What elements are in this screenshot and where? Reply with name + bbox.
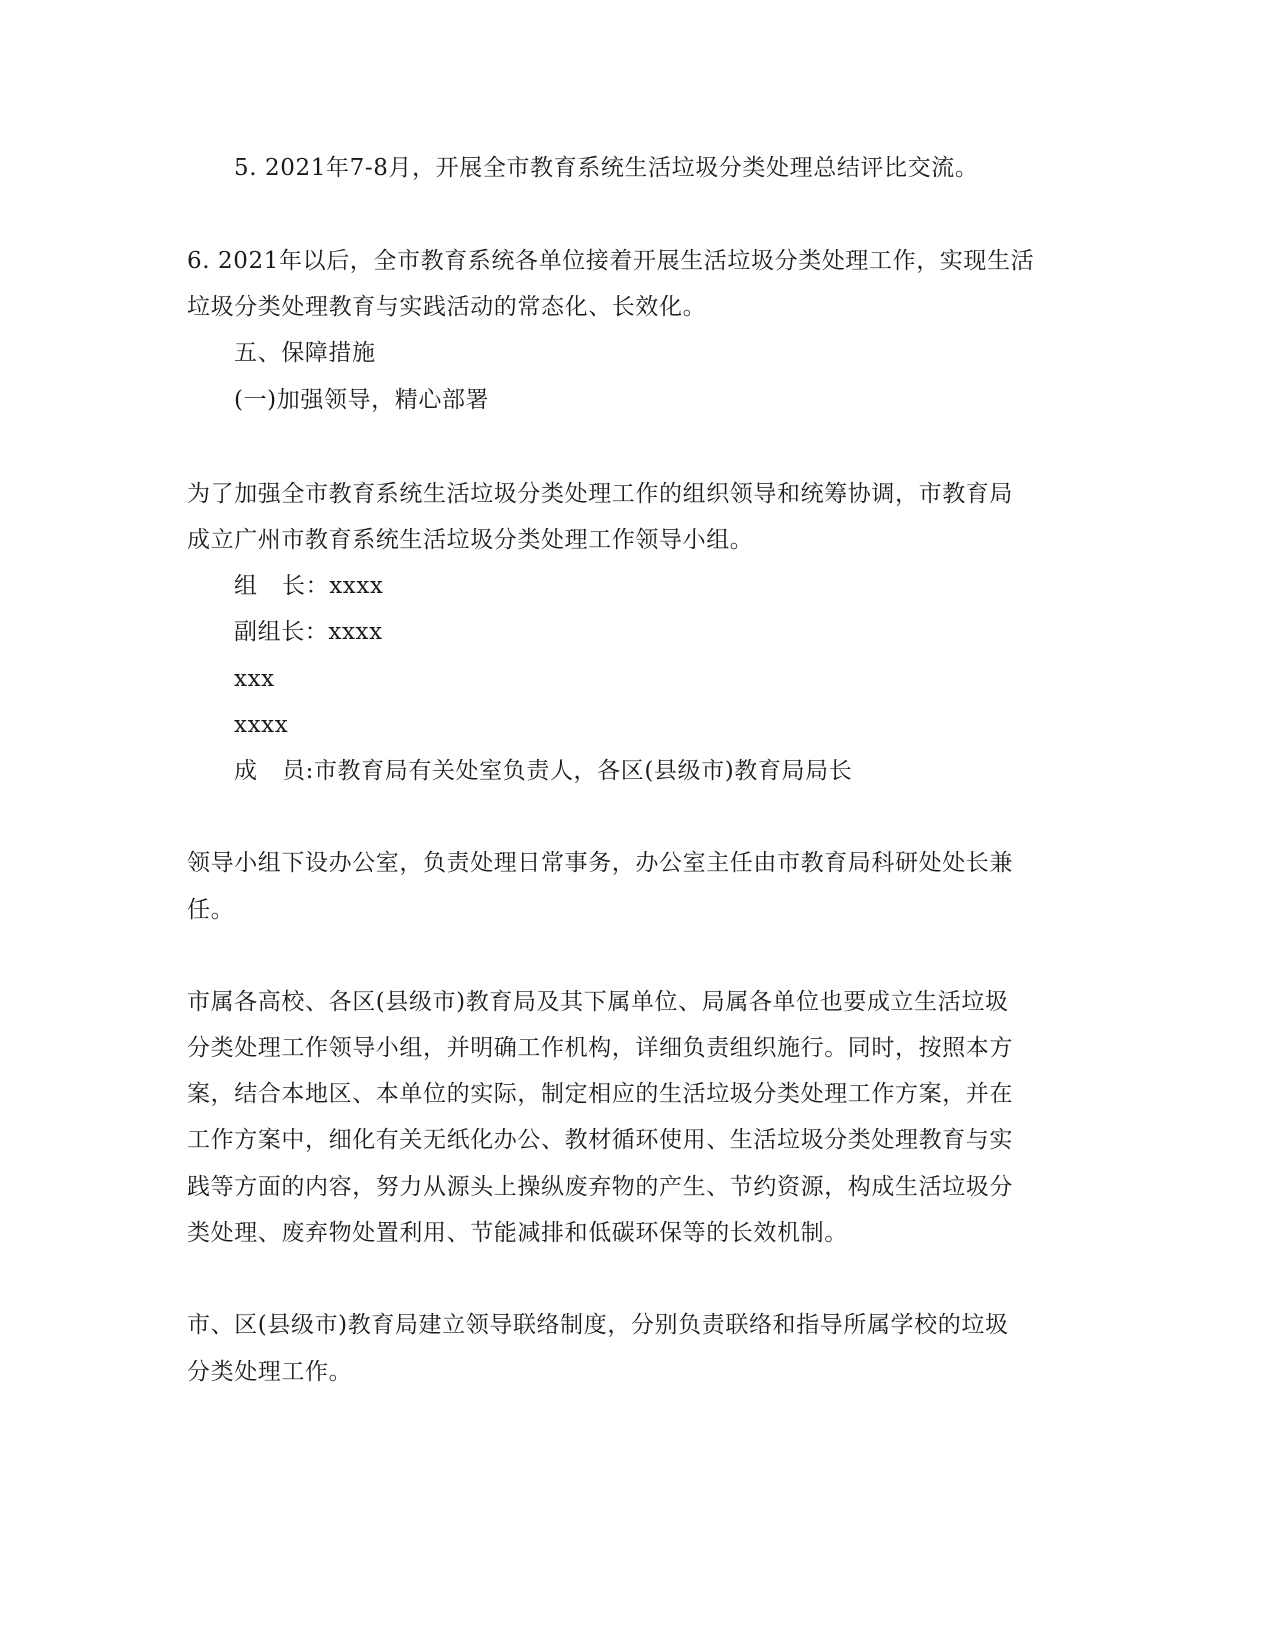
paragraph-item-5: 5. 2021年7-8月，开展全市教育系统生活垃圾分类处理总结评比交流。 xyxy=(234,155,979,181)
paragraph-units-line-2: 分类处理工作领导小组，并明确工作机构，详细负责组织施行。同时，按照本方 xyxy=(187,1035,1013,1061)
paragraph-units-line-1: 市属各高校、各区(县级市)教育局及其下属单位、局属各单位也要成立生活垃圾 xyxy=(187,989,1009,1015)
members-value: :市教育局有关处室负责人，各区(县级市)教育局局长 xyxy=(305,758,853,784)
section-heading: 五、保障措施 xyxy=(234,340,376,366)
paragraph-item-6-line-1: 6. 2021年以后，全市教育系统各单位接着开展生活垃圾分类处理工作，实现生活 xyxy=(187,248,1035,274)
paragraph-office-line-2: 任。 xyxy=(187,897,235,923)
paragraph-item-6-line-2: 垃圾分类处理教育与实践活动的常态化、长效化。 xyxy=(187,294,707,320)
deputy-leader-line: 副组长：xxxx xyxy=(234,619,383,645)
paragraph-units-line-6: 类处理、废弃物处置利用、节能减排和低碳环保等的长效机制。 xyxy=(187,1220,848,1246)
paragraph-liaison-line-1: 市、区(县级市)教育局建立领导联络制度，分别负责联络和指导所属学校的垃圾 xyxy=(187,1312,1009,1338)
subsection-heading: (一)加强领导，精心部署 xyxy=(234,387,490,413)
paragraph-office-line-1: 领导小组下设办公室，负责处理日常事务，办公室主任由市教育局科研处处长兼 xyxy=(187,850,1013,876)
paragraph-units-line-4: 工作方案中，细化有关无纸化办公、教材循环使用、生活垃圾分类处理教育与实 xyxy=(187,1127,1013,1153)
deputy-leader-extra-2: xxxx xyxy=(234,712,289,738)
paragraph-leadership-line-1: 为了加强全市教育系统生活垃圾分类处理工作的组织领导和统筹协调，市教育局 xyxy=(187,481,1013,507)
group-leader-label-part-2: 长： xyxy=(282,573,330,599)
members-label-part-2: 员 xyxy=(282,758,306,784)
paragraph-units-line-3: 案，结合本地区、本单位的实际，制定相应的生活垃圾分类处理工作方案，并在 xyxy=(187,1081,1013,1107)
members-label-part-1: 成 xyxy=(234,758,258,784)
paragraph-units-line-5: 践等方面的内容，努力从源头上操纵废弃物的产生、节约资源，构成生活垃圾分 xyxy=(187,1174,1013,1200)
deputy-leader-extra-1: xxx xyxy=(234,666,275,692)
paragraph-liaison-line-2: 分类处理工作。 xyxy=(187,1359,353,1385)
paragraph-leadership-line-2: 成立广州市教育系统生活垃圾分类处理工作领导小组。 xyxy=(187,527,754,553)
group-leader-line xyxy=(234,571,384,601)
members-line xyxy=(234,756,852,786)
group-leader-label-part-1: 组 xyxy=(234,573,258,599)
group-leader-value: xxxx xyxy=(329,573,384,599)
